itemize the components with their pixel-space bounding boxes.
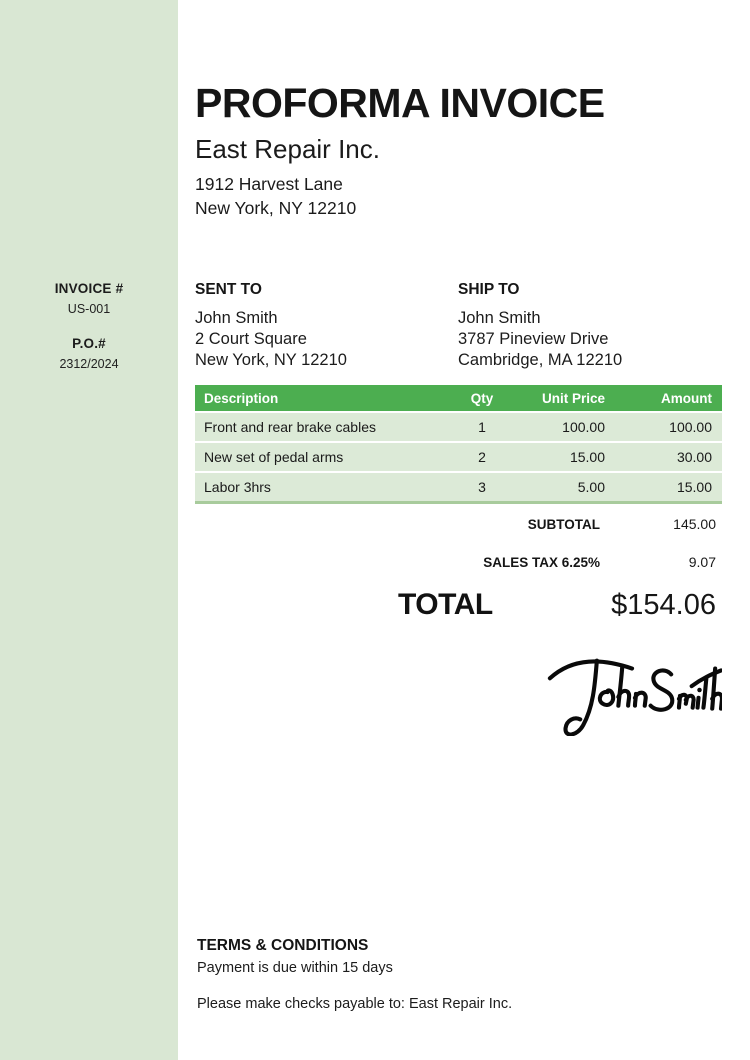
item-qty: 3 (478, 479, 486, 495)
sent-to-name: John Smith (195, 309, 278, 327)
sidebar-band (0, 0, 178, 1060)
table-row (195, 443, 722, 471)
company-address (195, 172, 725, 220)
company-address-line2: New York, NY 12210 (195, 198, 357, 219)
ship-to-address (458, 308, 721, 371)
sales-tax-row (380, 554, 716, 570)
parties-section (195, 281, 725, 371)
col-header-description: Description (204, 390, 279, 406)
company-address-line1: 1912 Harvest Lane (195, 174, 343, 195)
sent-to-label: SENT TO (195, 281, 262, 298)
col-header-qty: Qty (470, 390, 494, 406)
sales-tax-label: SALES TAX 6.25% (483, 555, 600, 570)
signature (546, 646, 722, 736)
items-table (195, 385, 722, 504)
ship-to-line1: 3787 Pineview Drive (458, 330, 609, 348)
subtotal-row (380, 516, 716, 532)
terms-heading: TERMS & CONDITIONS (197, 937, 369, 954)
items-table-header (195, 385, 722, 411)
signature-strokes (546, 646, 722, 736)
terms-line2: Please make checks payable to: East Repair Inc. (197, 996, 513, 1012)
terms-line1: Payment is due within 15 days (197, 960, 393, 976)
subtotal-value: 145.00 (673, 516, 716, 532)
grand-total-row (398, 588, 716, 622)
col-header-amount: Amount (661, 390, 712, 406)
item-description: Front and rear brake cables (204, 419, 376, 435)
item-qty: 1 (478, 419, 486, 435)
terms-section (197, 937, 677, 1012)
po-number-label: P.O.# (72, 336, 106, 351)
ship-to-name: John Smith (458, 309, 541, 327)
document-header (195, 82, 725, 220)
page-title: PROFORMA INVOICE (195, 80, 605, 126)
sent-to-line1: 2 Court Square (195, 330, 307, 348)
sidebar-info (0, 281, 178, 371)
ship-to-label: SHIP TO (458, 281, 520, 298)
sent-to-block (195, 281, 458, 371)
invoice-number-label: INVOICE # (54, 281, 124, 296)
col-header-unit-price: Unit Price (541, 390, 605, 406)
item-unit-price: 100.00 (562, 419, 605, 435)
po-number-value: 2312/2024 (59, 357, 119, 371)
item-unit-price: 5.00 (577, 479, 605, 495)
item-amount: 30.00 (676, 449, 712, 465)
ship-to-line2: Cambridge, MA 12210 (458, 351, 623, 369)
invoice-number-value: US-001 (67, 302, 111, 316)
subtotal-label: SUBTOTAL (527, 517, 600, 532)
item-qty: 2 (478, 449, 486, 465)
sales-tax-value: 9.07 (688, 554, 716, 570)
item-description: New set of pedal arms (204, 449, 344, 465)
ship-to-block (458, 281, 721, 371)
sent-to-line2: New York, NY 12210 (195, 351, 347, 369)
item-amount: 15.00 (676, 479, 712, 495)
grand-total-label: TOTAL (398, 588, 493, 621)
company-name: East Repair Inc. (195, 134, 380, 165)
grand-total-value: $154.06 (611, 589, 716, 621)
sent-to-address (195, 308, 458, 371)
table-row (195, 413, 722, 441)
table-row (195, 473, 722, 501)
item-description: Labor 3hrs (204, 479, 271, 495)
item-unit-price: 15.00 (569, 449, 605, 465)
item-amount: 100.00 (669, 419, 712, 435)
